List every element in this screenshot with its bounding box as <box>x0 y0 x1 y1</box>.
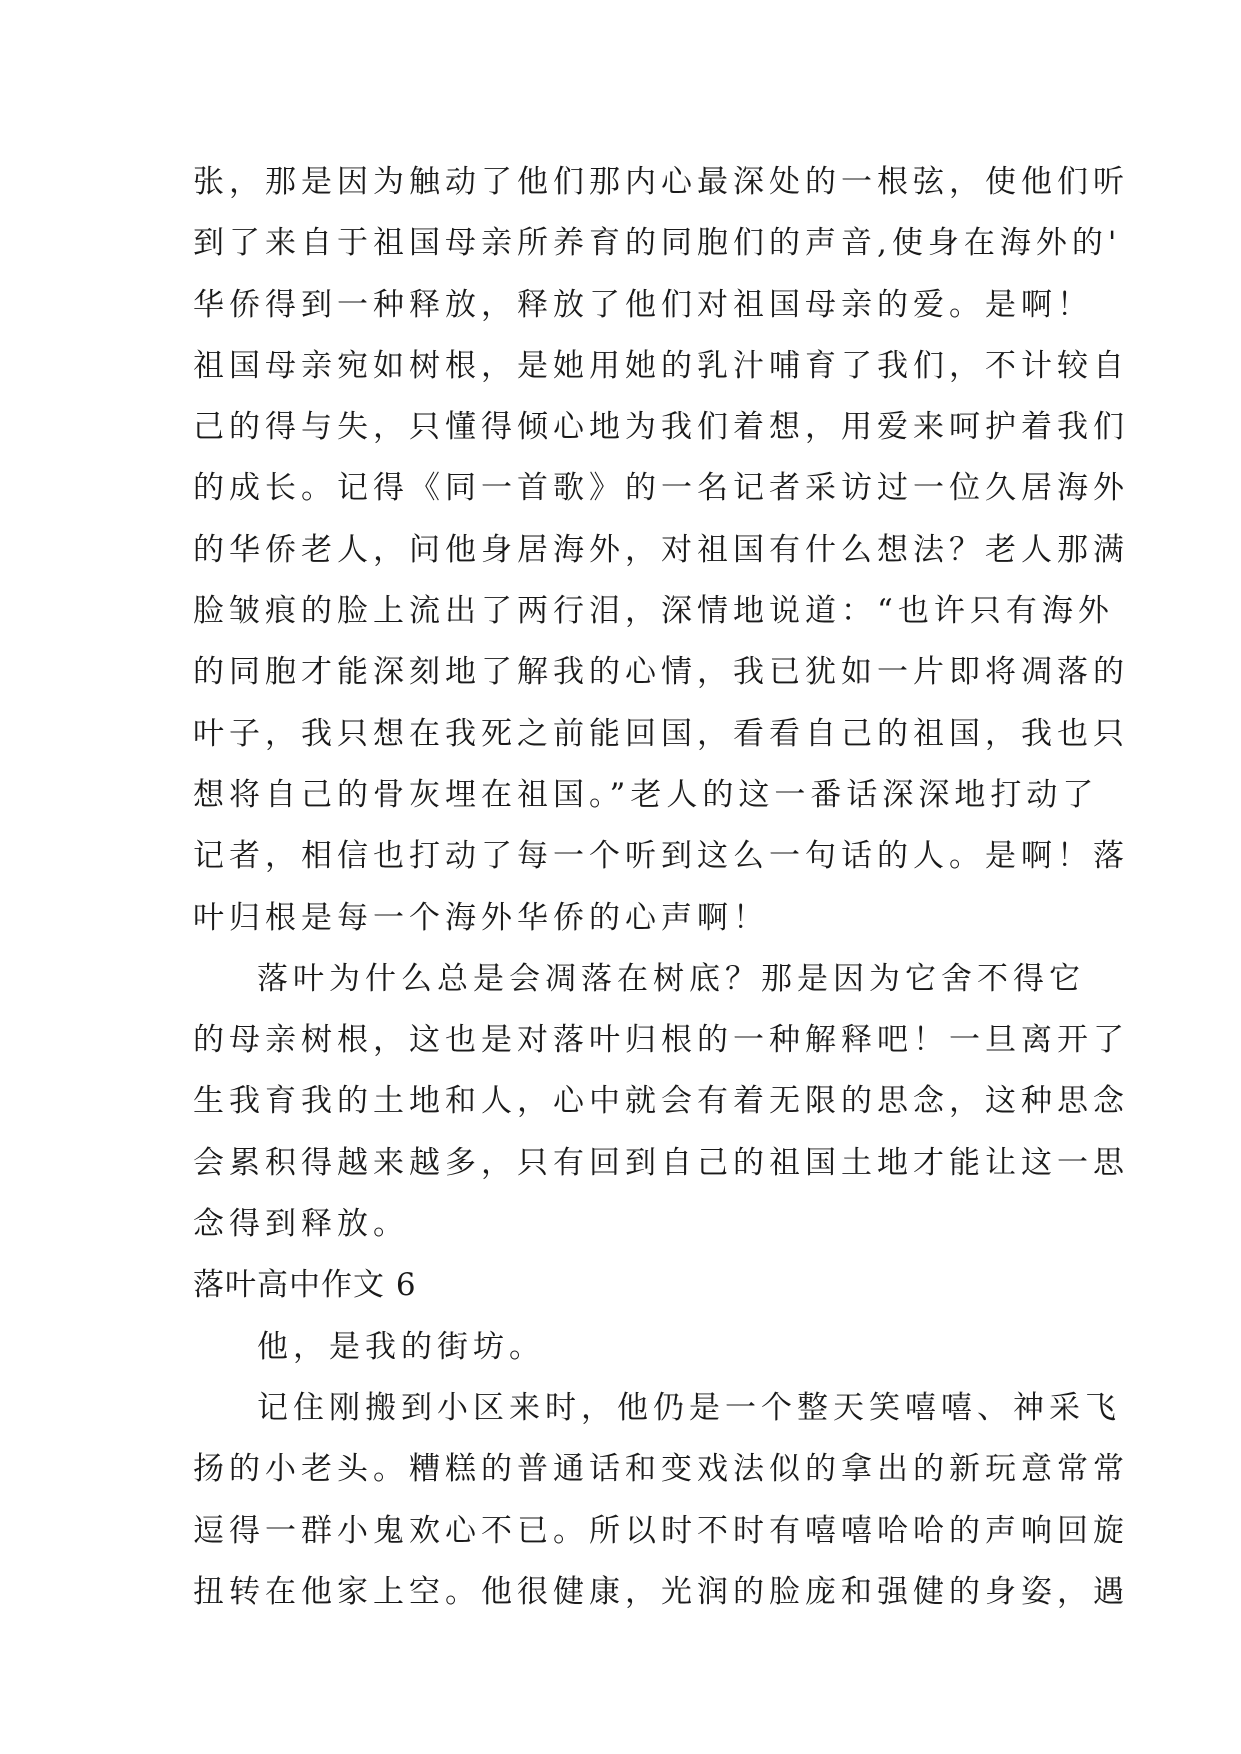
text-line: 的同胞才能深刻地了解我的心情，我已犹如一片即将凋落的 <box>193 654 1129 691</box>
text-line: 到了来自于祖国母亲所养育的同胞们的声音,使身在海外的' <box>193 225 1122 262</box>
text-line: 想将自己的骨灰埋在祖国。”老人的这一番话深深地打动了 <box>193 776 1099 813</box>
text-line: 念得到释放。 <box>193 1206 409 1243</box>
text-line: 落叶为什么总是会凋落在树底？那是因为它舍不得它 <box>257 960 1085 997</box>
text-line: 叶子，我只想在我死之前能回国，看看自己的祖国，我也只 <box>193 715 1129 752</box>
text-line: 逗得一群小鬼欢心不已。所以时不时有嘻嘻哈哈的声响回旋 <box>193 1512 1129 1549</box>
body-text <box>193 152 1129 1623</box>
text-line: 的成长。记得《同一首歌》的一名记者采访过一位久居海外 <box>193 470 1129 507</box>
text-line: 记住刚搬到小区来时，他仍是一个整天笑嘻嘻、神采飞 <box>257 1389 1121 1426</box>
section-heading: 落叶高中作文 6 <box>193 1267 417 1304</box>
text-line: 的华侨老人，问他身居海外，对祖国有什么想法？老人那满 <box>193 531 1129 568</box>
text-line: 己的得与失，只懂得倾心地为我们着想，用爱来呵护着我们 <box>193 409 1129 446</box>
text-line: 记者，相信也打动了每一个听到这么一句话的人。是啊！落 <box>193 838 1129 875</box>
text-line: 脸皱痕的脸上流出了两行泪，深情地说道：“也许只有海外 <box>193 593 1114 630</box>
text-line: 张，那是因为触动了他们那内心最深处的一根弦，使他们听 <box>193 164 1129 200</box>
text-line: 会累积得越来越多，只有回到自己的祖国土地才能让这一思 <box>193 1144 1129 1181</box>
text-line: 生我育我的土地和人，心中就会有着无限的思念，这种思念 <box>193 1083 1129 1120</box>
text-line: 扬的小老头。糟糕的普通话和变戏法似的拿出的新玩意常常 <box>193 1451 1129 1488</box>
text-line: 的母亲树根，这也是对落叶归根的一种解释吧！一旦离开了 <box>193 1022 1129 1059</box>
text-line: 叶归根是每一个海外华侨的心声啊！ <box>193 899 769 936</box>
text-line: 祖国母亲宛如树根，是她用她的乳汁哺育了我们，不计较自 <box>193 347 1129 384</box>
text-line: 扭转在他家上空。他很健康，光润的脸庞和强健的身姿，遇 <box>193 1573 1129 1610</box>
text-line: 华侨得到一种释放，释放了他们对祖国母亲的爱。是啊！ <box>193 286 1093 323</box>
text-line: 他，是我的街坊。 <box>257 1328 545 1365</box>
